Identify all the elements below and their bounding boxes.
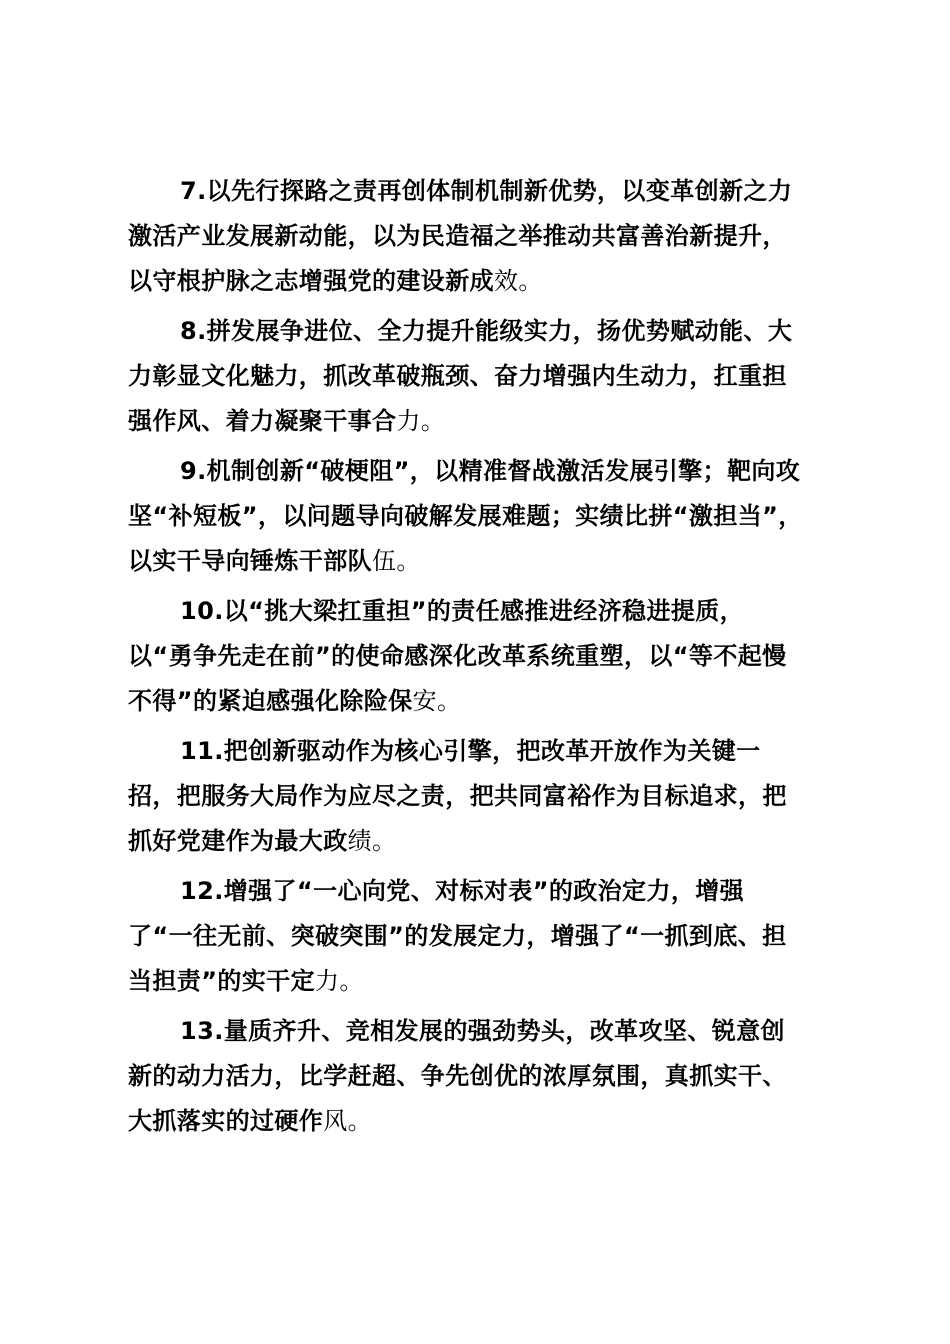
paragraph-line — [128, 959, 828, 1004]
paragraph-line: 了“一往无前、突破突围”的发展定力，增强了“一抓到底、担 — [128, 922, 787, 950]
paragraph-tail: 绩。 — [347, 827, 397, 855]
paragraph-line: 8.拼发展争进位、全力提升能级实力，扬优势赋动能、大 — [180, 317, 793, 345]
paragraph-line-text: 大抓落实的过硬作 — [128, 1107, 324, 1135]
paragraph-line-text: 以守根护脉之志增强党的建设新成 — [128, 267, 494, 295]
paragraph-line-text: 当担责”的实干定 — [128, 967, 315, 995]
paragraph-10 — [128, 589, 828, 724]
paragraph-line-text: 抓好党建作为最大政 — [128, 827, 348, 855]
paragraph-line: 新的动力活力，比学赶超、争先创优的浓厚氛围，真抓实干、 — [128, 1062, 787, 1090]
document-page — [128, 169, 828, 1149]
paragraph-line — [128, 819, 828, 864]
paragraph-line: 12.增强了“一心向党、对标对表”的政治定力，增强 — [180, 877, 745, 905]
paragraph-7 — [128, 169, 828, 304]
paragraph-line — [128, 1099, 828, 1144]
paragraph-tail: 安。 — [412, 687, 462, 715]
paragraph-line — [128, 539, 828, 584]
paragraph-tail: 力。 — [396, 407, 446, 435]
paragraph-line — [128, 679, 828, 724]
paragraph-8 — [128, 309, 828, 444]
paragraph-tail: 风。 — [323, 1107, 373, 1135]
paragraph-line: 13.量质齐升、竞相发展的强劲势头，改革攻坚、锐意创 — [180, 1017, 785, 1045]
paragraph-line — [128, 259, 828, 304]
paragraph-tail: 伍。 — [372, 547, 421, 575]
paragraph-line-text: 不得”的紧迫感强化除险保 — [128, 687, 413, 715]
paragraph-line: 坚“补短板”，以问题导向破解发展难题；实绩比拼“激担当”， — [128, 502, 803, 530]
paragraph-line: 力彰显文化魅力，抓改革破瓶颈、奋力增强内生动力，扛重担 — [128, 362, 787, 390]
paragraph-tail: 效。 — [494, 267, 543, 295]
paragraph-line: 11.把创新驱动作为核心引擎，把改革开放作为关键一 — [180, 737, 761, 765]
paragraph-11 — [128, 729, 828, 864]
paragraph-line: 7.以先行探路之责再创体制机制新优势，以变革创新之力 — [180, 177, 793, 205]
paragraph-tail: 力。 — [314, 967, 364, 995]
paragraph-line: 激活产业发展新动能，以为民造福之举推动共富善治新提升， — [128, 222, 787, 250]
paragraph-line: 招，把服务大局作为应尽之责，把共同富裕作为目标追求，把 — [128, 782, 787, 810]
paragraph-13 — [128, 1009, 828, 1144]
paragraph-line: 9.机制创新“破梗阻”，以精准督战激活发展引擎；靶向攻 — [180, 457, 801, 485]
paragraph-line-text: 强作风、着力凝聚干事合 — [128, 407, 397, 435]
paragraph-line — [128, 399, 828, 444]
paragraph-9 — [128, 449, 828, 584]
paragraph-12 — [128, 869, 828, 1004]
paragraph-line: 以“勇争先走在前”的使命感深化改革系统重塑，以“等不起慢 — [128, 642, 787, 670]
paragraph-line-text: 以实干导向锤炼干部队 — [128, 547, 372, 575]
paragraph-line: 10.以“挑大梁扛重担”的责任感推进经济稳进提质， — [180, 597, 745, 625]
